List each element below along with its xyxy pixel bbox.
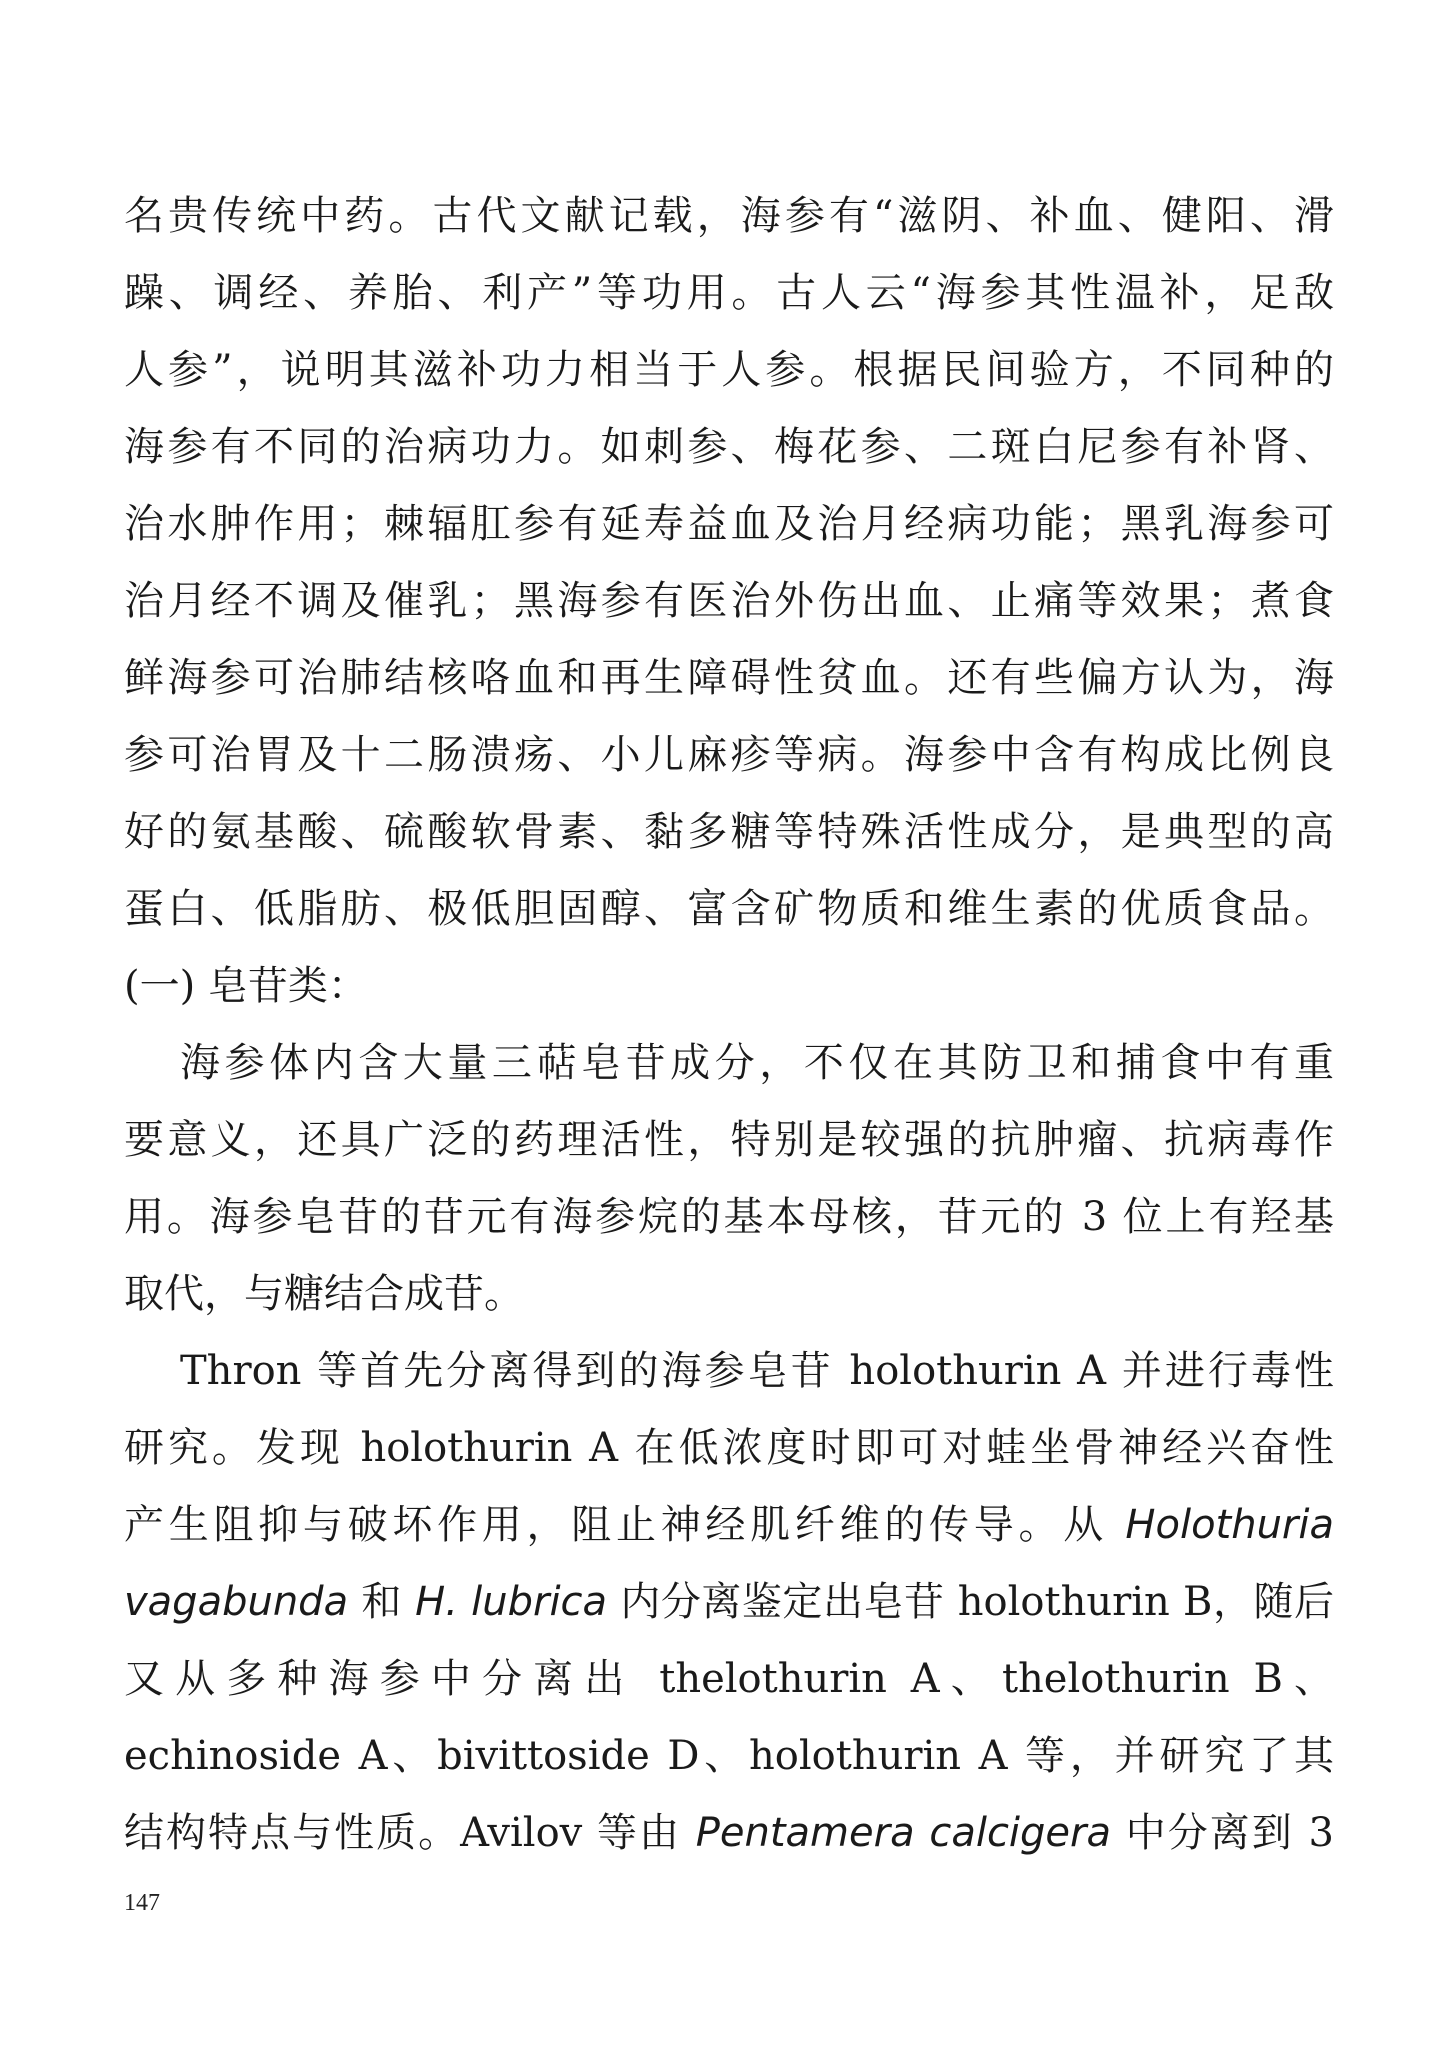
text-line: 蛋白、低脂肪、极低胆固醇、富含矿物质和维生素的优质食品。: [124, 886, 1334, 932]
species-name: vagabunda: [124, 1579, 349, 1625]
species-name: Holothuria: [1125, 1502, 1334, 1548]
text-line: 参可治胃及十二肠溃疡、小儿麻疹等病。海参中含有构成比例良: [124, 732, 1334, 778]
text-run: 内分离鉴定出皂苷 holothurin B，随后: [607, 1579, 1334, 1625]
text-line: 躁、调经、养胎、利产”等功用。古人云“海参其性温补，足敌: [124, 270, 1334, 316]
text-line: 治月经不调及催乳；黑海参有医治外伤出血、止痛等效果；煮食: [124, 578, 1334, 624]
species-name: H. lubrica: [415, 1579, 608, 1625]
text-line: 名贵传统中药。古代文献记载，海参有“滋阴、补血、健阳、滑: [124, 193, 1334, 239]
text-line: [124, 1795, 1334, 1872]
text-line: 又从多种海参中分离出 thelothurin A、thelothurin B、: [124, 1656, 1334, 1702]
text-line: 人参”，说明其滋补功力相当于人参。根据民间验方，不同种的: [124, 347, 1334, 393]
text-run: 结构特点与性质。Avilov 等由: [124, 1810, 696, 1856]
page-number: 147: [124, 1890, 160, 1916]
section-heading: (一) 皂苷类：: [124, 963, 368, 1009]
text-line: 海参有不同的治病功力。如刺参、梅花参、二斑白尼参有补肾、: [124, 424, 1334, 470]
text-line: 取代，与糖结合成苷。: [124, 1271, 524, 1317]
body-text: [124, 178, 1334, 1872]
text-line: 鲜海参可治肺结核咯血和再生障碍性贫血。还有些偏方认为，海: [124, 655, 1334, 701]
species-name: Pentamera calcigera: [695, 1810, 1112, 1856]
text-line: echinoside A、bivittoside D、holothurin A 等，并研究了其: [124, 1733, 1334, 1779]
text-run: 中分离到 3: [1111, 1810, 1335, 1856]
text-line: 要意义，还具广泛的药理活性，特别是较强的抗肿瘤、抗病毒作: [124, 1117, 1334, 1163]
text-line: 研究。发现 holothurin A 在低浓度时即可对蛙坐骨神经兴奋性: [124, 1425, 1334, 1471]
text-line: [124, 1564, 1334, 1641]
text-line: [124, 1487, 1334, 1564]
text-line: 好的氨基酸、硫酸软骨素、黏多糖等特殊活性成分，是典型的高: [124, 809, 1334, 855]
text-line: 海参体内含大量三萜皂苷成分，不仅在其防卫和捕食中有重: [180, 1040, 1334, 1086]
text-line: Thron 等首先分离得到的海参皂苷 holothurin A 并进行毒性: [180, 1348, 1334, 1394]
text-line: 用。海参皂苷的苷元有海参烷的基本母核，苷元的 3 位上有羟基: [124, 1194, 1334, 1240]
text-run: 和: [348, 1579, 416, 1625]
text-line: 治水肿作用；棘辐肛参有延寿益血及治月经病功能；黑乳海参可: [124, 501, 1334, 547]
text-run: 产生阻抑与破坏作用，阻止神经肌纤维的传导。从: [124, 1502, 1126, 1548]
